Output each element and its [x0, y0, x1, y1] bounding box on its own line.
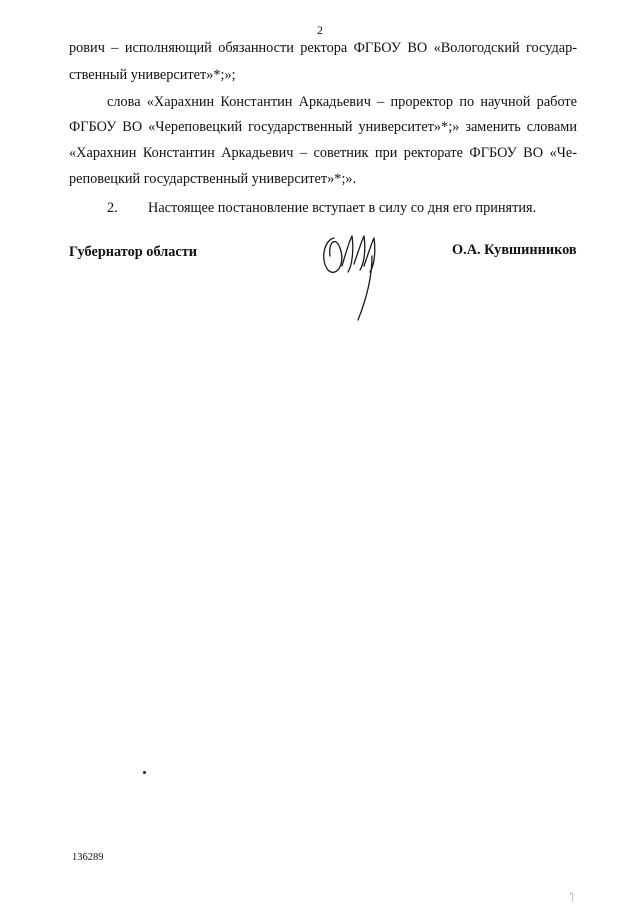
corner-mark: '|	[570, 891, 574, 901]
page-number: 2	[317, 23, 323, 37]
text-line-4: ФГБОУ ВО «Череповецкий государственный университет»*;» заменить словами	[69, 119, 577, 135]
item-text: Настоящее постановление вступает в силу со дня его принятия.	[148, 200, 537, 216]
signatory-name: О.А. Кувшинников	[452, 242, 577, 258]
text-line-5: «Харахнин Константин Аркадьевич – советник при ректорате ФГБОУ ВО «Че-	[69, 145, 577, 161]
text-line-3: слова «Харахнин Константин Аркадьевич – проректор по научной работе	[107, 94, 577, 110]
item-number: 2.	[107, 200, 118, 216]
text-line-1: рович – исполняющий обязанности ректора ФГБОУ ВО «Вологодский государ-	[69, 40, 577, 56]
text-line-2: ственный университет»*;»;	[69, 67, 236, 83]
dot-mark	[143, 771, 146, 774]
document-code: 136289	[72, 852, 104, 863]
signatory-title: Губернатор области	[69, 244, 198, 260]
text-line-6: реповецкий государственный университет»*;».	[69, 171, 357, 187]
handwritten-signature	[316, 226, 386, 324]
